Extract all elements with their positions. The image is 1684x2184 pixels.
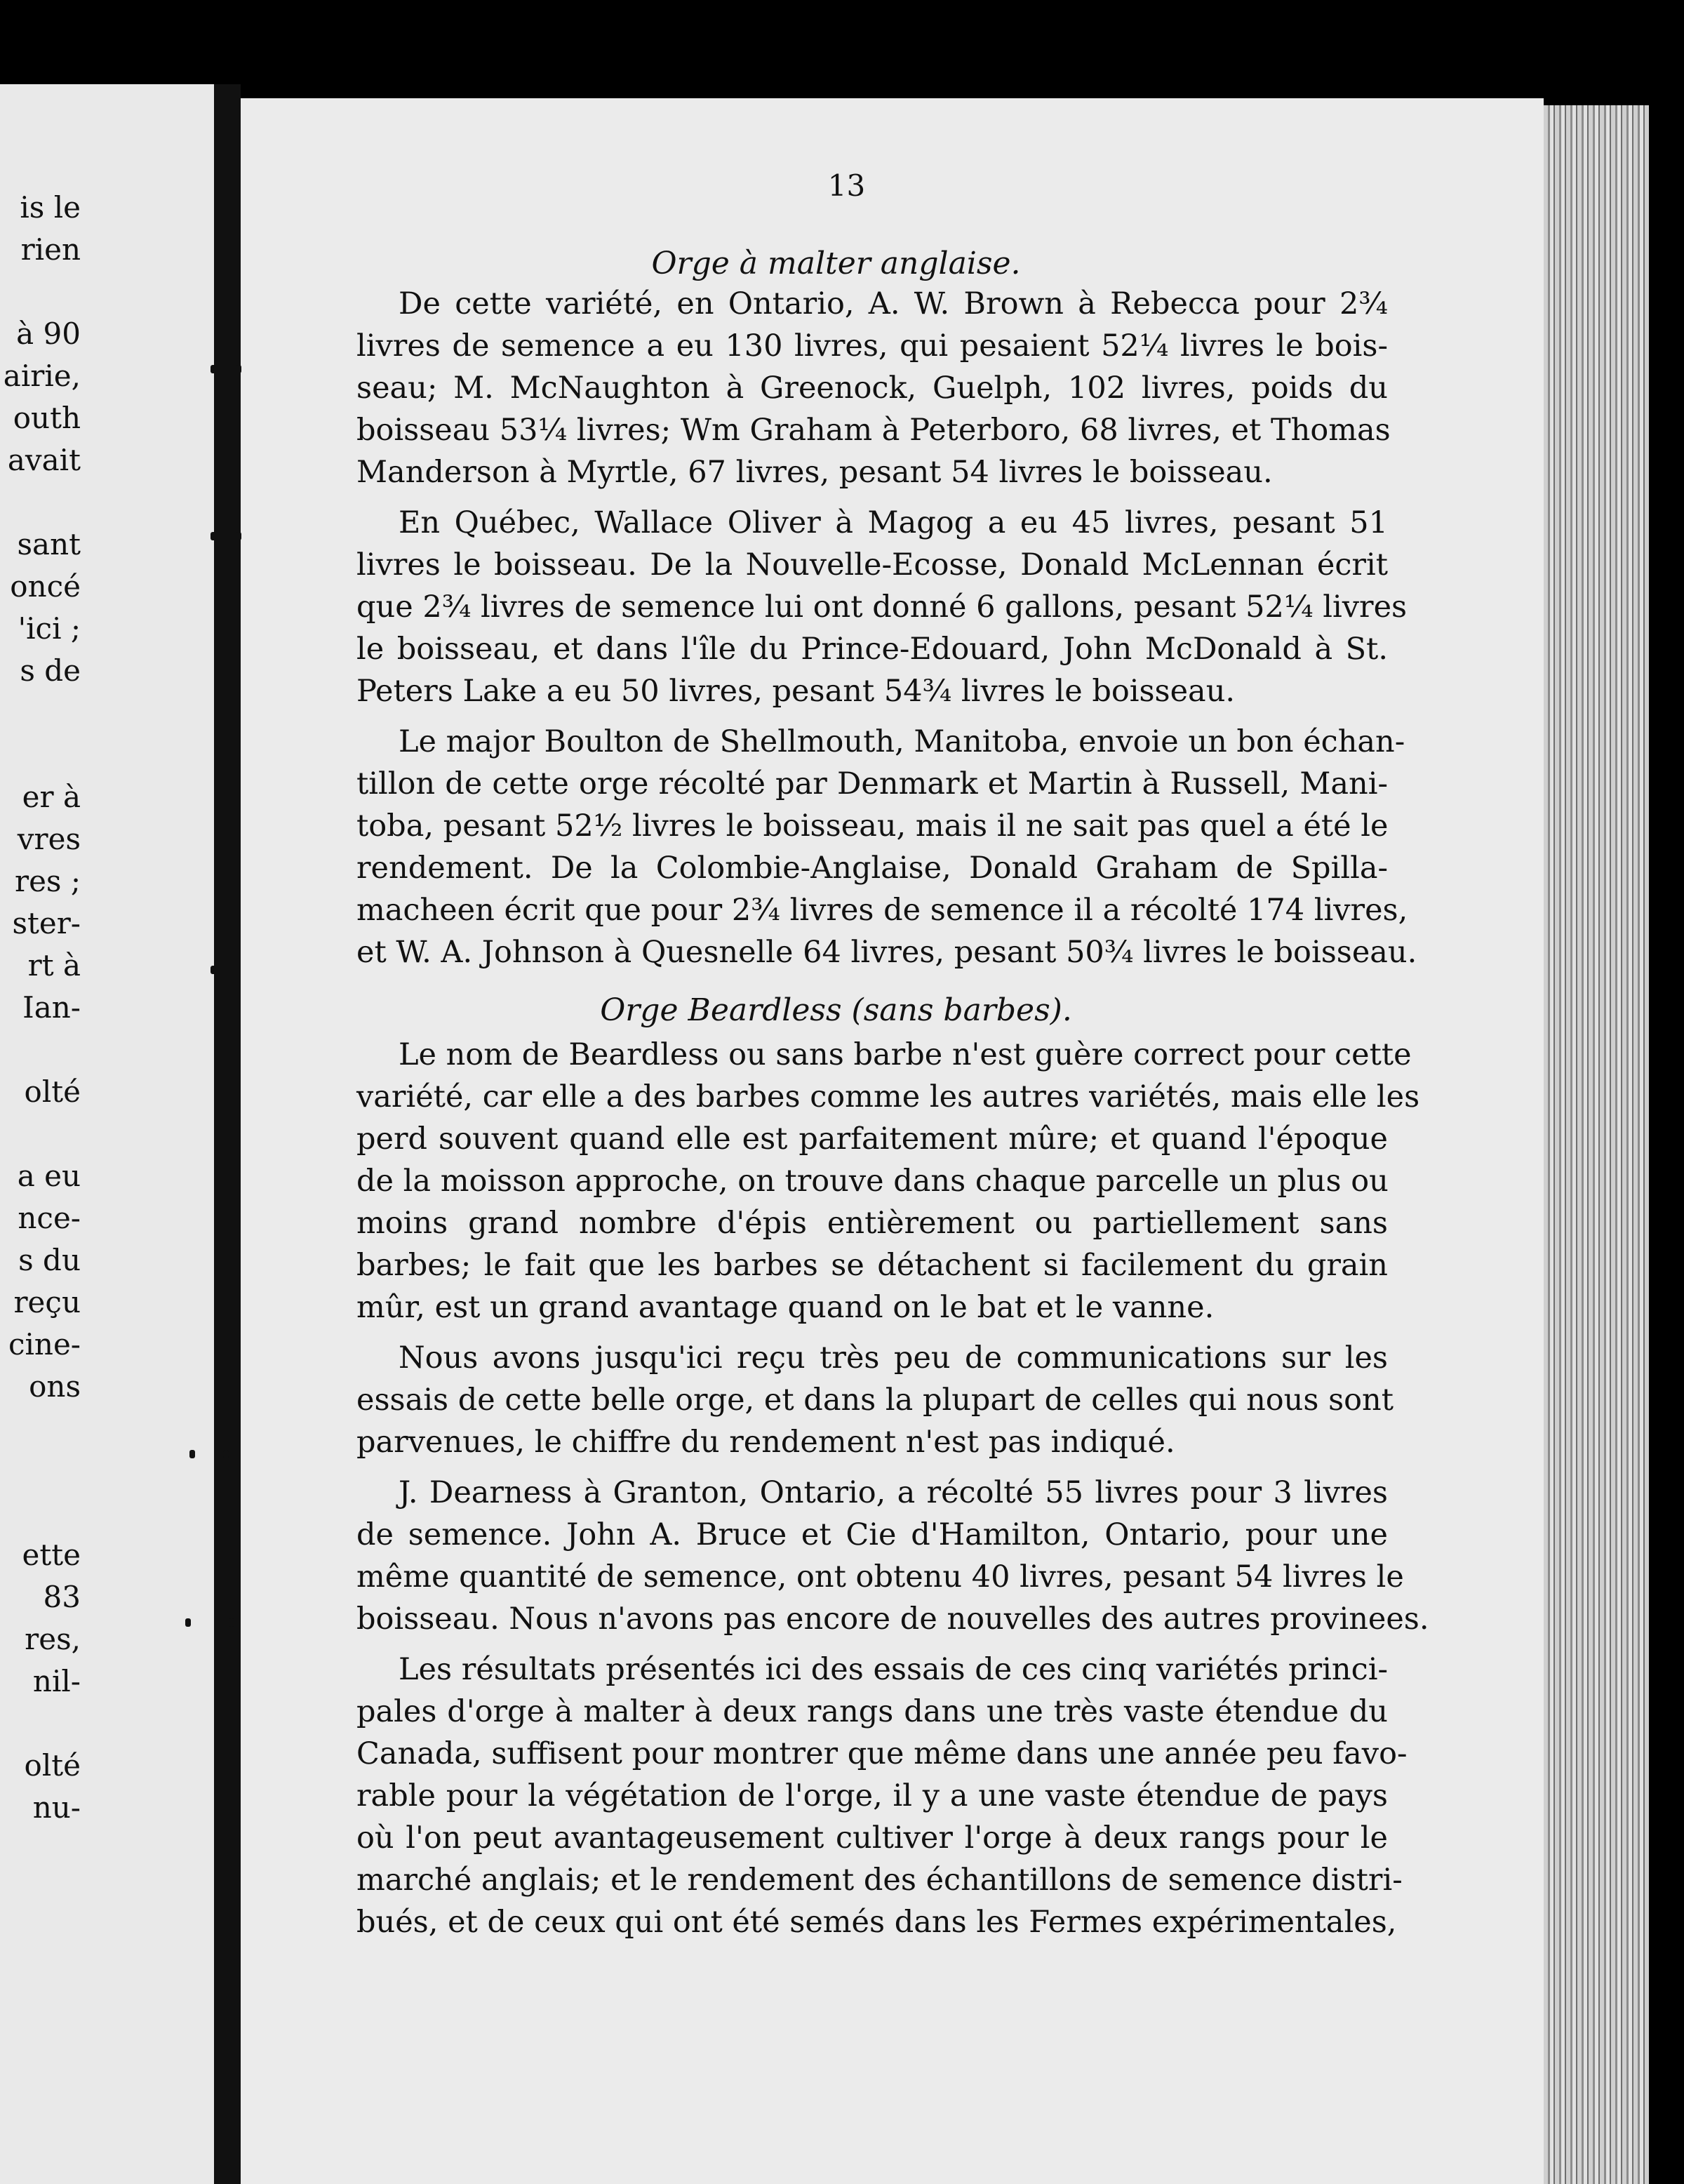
facing-page-text-fragment: airie, <box>3 359 81 393</box>
margin-mark <box>210 365 216 373</box>
paragraph-line: pales d'orge à malter à deux rangs dans une très vaste étendue du <box>356 1694 1388 1729</box>
facing-page-text-fragment: ons <box>29 1369 81 1404</box>
paragraph-line: même quantité de semence, ont obtenu 40 livres, pesant 54 livres le <box>356 1559 1404 1594</box>
margin-mark <box>229 1618 234 1627</box>
section-heading: Orge à malter anglaise. <box>651 246 1021 281</box>
facing-page-text-fragment: cine- <box>8 1327 81 1361</box>
paragraph-line: boisseau. Nous n'avons pas encore de nouvelles des autres provinees. <box>356 1602 1429 1637</box>
paragraph-line: bués, et de ceux qui ont été semés dans les Fermes expérimentales, <box>356 1905 1397 1940</box>
paragraph-line: de semence. John A. Bruce et Cie d'Hamilton, Ontario, pour une <box>356 1517 1388 1552</box>
paragraph-line: Les résultats présentés ici des essais de ces cinq variétés princi- <box>399 1652 1388 1687</box>
facing-page-text-fragment: er à <box>22 780 81 814</box>
paragraph-line: Manderson à Myrtle, 67 livres, pesant 54 livres le boisseau. <box>356 455 1273 490</box>
paragraph-line: variété, car elle a des barbes comme les autres variétés, mais elle les <box>356 1079 1420 1114</box>
margin-mark <box>236 365 241 373</box>
facing-page-text-fragment: s du <box>18 1243 81 1277</box>
facing-page-text-fragment: rt à <box>27 948 81 983</box>
facing-page-text-fragment: outh <box>13 401 81 435</box>
paragraph-line: Canada, suffisent pour montrer que même dans une année peu favo- <box>356 1736 1408 1771</box>
paragraph-line: rendement. De la Colombie-Anglaise, Donald Graham de Spilla- <box>356 851 1388 886</box>
page-stack-edges <box>1544 105 1649 2184</box>
paragraph-line: le boisseau, et dans l'île du Prince-Edouard, John McDonald à St. <box>356 632 1388 667</box>
facing-page-text-fragment: à 90 <box>16 317 81 351</box>
paragraph-line: boisseau 53¼ livres; Wm Graham à Peterboro, 68 livres, et Thomas <box>356 413 1391 448</box>
page-number: 13 <box>827 168 866 203</box>
paragraph-line: perd souvent quand elle est parfaitement mûre; et quand l'époque <box>356 1121 1388 1157</box>
facing-page-text-fragment: is le <box>20 190 81 225</box>
margin-mark <box>210 966 216 974</box>
facing-page-text-fragment: ette <box>22 1538 81 1572</box>
paragraph-line: macheen écrit que pour 2¾ livres de semence il a récolté 174 livres, <box>356 893 1408 928</box>
facing-page-text-fragment: nu- <box>32 1790 81 1825</box>
facing-page-text-fragment: s de <box>20 653 81 688</box>
paragraph-line: essais de cette belle orge, et dans la plupart de celles qui nous sont <box>356 1383 1394 1418</box>
paragraph-line: tillon de cette orge récolté par Denmark et Martin à Russell, Mani- <box>356 766 1388 801</box>
paragraph-line: De cette variété, en Ontario, A. W. Brown à Rebecca pour 2¾ <box>399 286 1388 321</box>
paragraph-line: toba, pesant 52½ livres le boisseau, mais il ne sait pas quel a été le <box>356 808 1389 844</box>
book-page <box>241 98 1544 2184</box>
section-heading: Orge Beardless (sans barbes). <box>600 992 1072 1028</box>
paragraph-line: Le nom de Beardless ou sans barbe n'est guère correct pour cette <box>399 1037 1412 1072</box>
facing-page-text-fragment: ster- <box>12 906 81 940</box>
facing-page-text-fragment: vres <box>17 822 81 856</box>
margin-mark <box>210 532 216 540</box>
facing-page-text-fragment: oncé <box>10 569 81 604</box>
facing-page-text-fragment: avait <box>7 443 81 477</box>
facing-page-text-fragment: sant <box>17 527 81 561</box>
left-facing-page <box>0 84 214 2184</box>
facing-page-text-fragment: Ian- <box>22 990 81 1025</box>
facing-page-text-fragment: nil- <box>32 1664 81 1698</box>
paragraph-line: J. Dearness à Granton, Ontario, a récolté 55 livres pour 3 livres <box>399 1475 1388 1510</box>
paragraph-line: parvenues, le chiffre du rendement n'est pas indiqué. <box>356 1425 1175 1460</box>
paragraph-line: de la moisson approche, on trouve dans chaque parcelle un plus ou <box>356 1164 1389 1199</box>
paragraph-line: rable pour la végétation de l'orge, il y a une vaste étendue de pays <box>356 1778 1388 1813</box>
facing-page-text-fragment: a eu <box>17 1159 81 1193</box>
paragraph-line: Nous avons jusqu'ici reçu très peu de communications sur les <box>399 1340 1388 1376</box>
facing-page-text-fragment: olté <box>24 1074 81 1109</box>
book-gutter <box>214 84 241 2184</box>
paragraph-line: que 2¾ livres de semence lui ont donné 6 gallons, pesant 52¼ livres <box>356 590 1408 625</box>
paragraph-line: Peters Lake a eu 50 livres, pesant 54¾ livres le boisseau. <box>356 674 1236 709</box>
paragraph-line: livres de semence a eu 130 livres, qui pesaient 52¼ livres le bois- <box>356 328 1388 364</box>
margin-mark <box>236 532 241 540</box>
facing-page-text-fragment: 83 <box>43 1580 81 1614</box>
paragraph-line: et W. A. Johnson à Quesnelle 64 livres, pesant 50¾ livres le boisseau. <box>356 935 1417 970</box>
paragraph-line: marché anglais; et le rendement des échantillons de semence distri- <box>356 1863 1403 1898</box>
facing-page-text-fragment: res, <box>25 1622 81 1656</box>
facing-page-text-fragment: reçu <box>13 1285 81 1319</box>
margin-mark <box>223 1450 229 1458</box>
paragraph-line: Le major Boulton de Shellmouth, Manitoba, envoie un bon échan- <box>399 724 1405 759</box>
paragraph-line: seau; M. McNaughton à Greenock, Guelph, 102 livres, poids du <box>356 371 1388 406</box>
margin-mark <box>185 1618 191 1627</box>
paragraph-line: mûr, est un grand avantage quand on le bat et le vanne. <box>356 1290 1215 1325</box>
facing-page-text-fragment: olté <box>24 1748 81 1783</box>
paragraph-line: moins grand nombre d'épis entièrement ou partiellement sans <box>356 1206 1388 1241</box>
margin-mark <box>189 1450 195 1458</box>
facing-page-text-fragment: rien <box>20 232 81 267</box>
facing-page-text-fragment: nce- <box>18 1201 81 1235</box>
paragraph-line: barbes; le fait que les barbes se détachent si facilement du grain <box>356 1248 1388 1283</box>
facing-page-text-fragment: 'ici ; <box>18 611 81 646</box>
facing-page-text-fragment: res ; <box>15 864 81 898</box>
paragraph-line: où l'on peut avantageusement cultiver l'orge à deux rangs pour le <box>356 1820 1388 1856</box>
paragraph-line: livres le boisseau. De la Nouvelle-Ecosse, Donald McLennan écrit <box>356 547 1388 582</box>
paragraph-line: En Québec, Wallace Oliver à Magog a eu 45 livres, pesant 51 <box>399 505 1388 540</box>
